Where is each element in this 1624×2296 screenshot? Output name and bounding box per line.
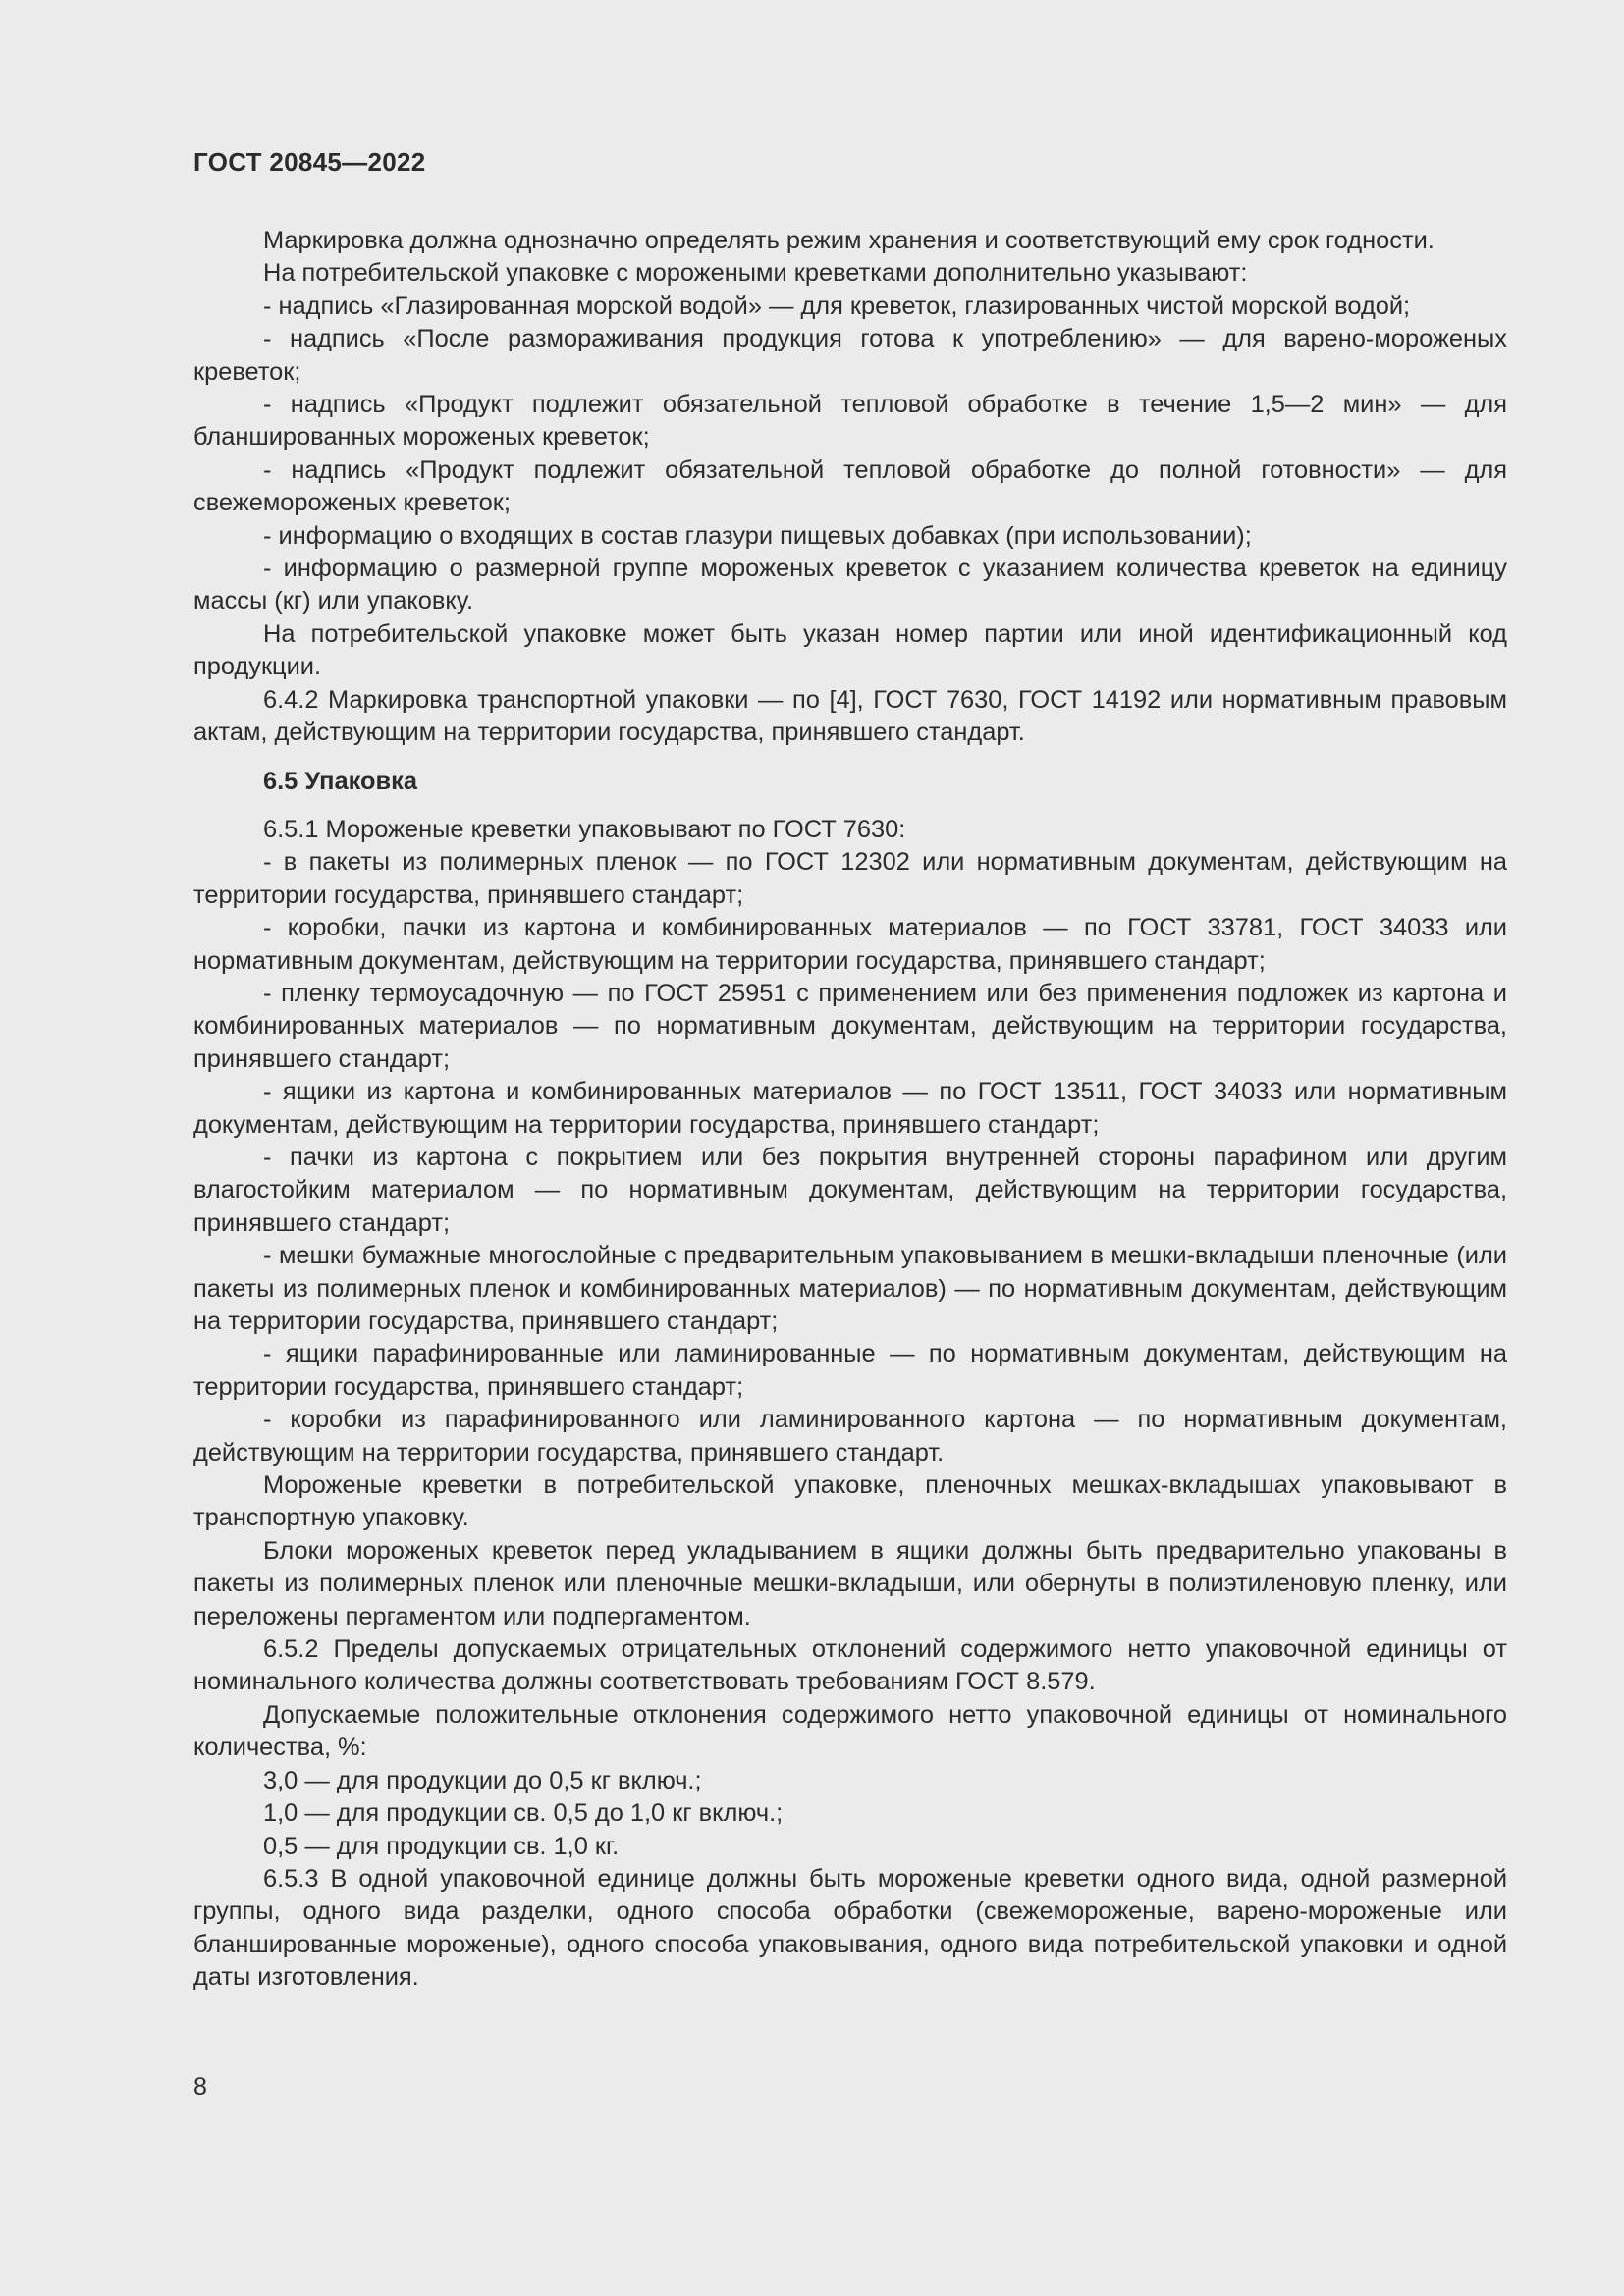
list-item: - ящики из картона и комбинированных материалов — по ГОСТ 13511, ГОСТ 34033 или нормативным документам, действующим на территории государства, принявшего стандарт; bbox=[193, 1078, 1507, 1139]
paragraph: 6.5.1 Мороженые креветки упаковывают по ГОСТ 7630: bbox=[263, 815, 906, 843]
section-heading: 6.5 Упаковка bbox=[263, 767, 417, 795]
paragraph: Блоки мороженых креветок перед укладыванием в ящики должны быть предварительно упакованы в пакеты из полимерных пленок или пленочные мешки-вкладыши, или обернуты в полиэтиленовую пленку, или переложены пергаментом или подпергаментом. bbox=[193, 1536, 1507, 1630]
list-item: - информацию о входящих в состав глазури пищевых добавках (при использовании); bbox=[263, 521, 1252, 550]
list-item: - надпись «Продукт подлежит обязательной тепловой обработке до полной готовности» — для свежемороженых креветок; bbox=[193, 455, 1507, 517]
paragraph: Мороженые креветки в потребительской упаковке, пленочных мешках-вкладышах упаковывают в транспортную упаковку. bbox=[193, 1471, 1507, 1532]
paragraph: Допускаемые положительные отклонения содержимого нетто упаковочной единицы от номинального количества, %: bbox=[193, 1700, 1507, 1762]
paragraph: 1,0 — для продукции св. 0,5 до 1,0 кг включ.; bbox=[263, 1799, 784, 1828]
list-item: - мешки бумажные многослойные с предварительным упаковыванием в мешки-вкладыши пленочные (или пакеты из полимерных пленок и комбинированных материалов) — по нормативным документам, действующим на территории государства, принявшего стандарт; bbox=[193, 1242, 1507, 1335]
paragraph: 6.4.2 Маркировка транспортной упаковки — по [4], ГОСТ 7630, ГОСТ 14192 или нормативным правовым актам, действующим на территории государства, принявшего стандарт. bbox=[193, 685, 1507, 747]
document-code-header: ГОСТ 20845—2022 bbox=[193, 147, 426, 177]
list-item: - надпись «После размораживания продукция готова к употреблению» — для варено-мороженых креветок; bbox=[193, 325, 1507, 386]
paragraph: На потребительской упаковке с морожеными креветками дополнительно указывают: bbox=[263, 259, 1248, 288]
list-item: - коробки, пачки из картона и комбинированных материалов — по ГОСТ 33781, ГОСТ 34033 или нормативным документам, действующим на территории государства, принявшего стандарт; bbox=[193, 914, 1507, 975]
list-item: - коробки из парафинированного или ламинированного картона — по нормативным документам, действующим на территории государства, принявшего стандарт. bbox=[193, 1406, 1507, 1467]
paragraph: 0,5 — для продукции св. 1,0 кг. bbox=[263, 1832, 620, 1860]
document-body bbox=[193, 225, 1507, 1995]
page-number: 8 bbox=[193, 2073, 207, 2101]
list-item: - пленку термоусадочную — по ГОСТ 25951 с применением или без применения подложек из картона и комбинированных материалов — по нормативным документам, действующим на территории государства, принявшего стандарт; bbox=[193, 979, 1507, 1073]
list-item: - информацию о размерной группе мороженых креветок с указанием количества креветок на единицу массы (кг) или упаковку. bbox=[193, 555, 1507, 615]
list-item: - ящики парафинированные или ламинированные — по нормативным документам, действующим на территории государства, принявшего стандарт; bbox=[193, 1340, 1507, 1401]
paragraph: На потребительской упаковке может быть указан номер партии или иной идентификационный код продукции. bbox=[193, 619, 1507, 681]
paragraph: Маркировка должна однозначно определять режим хранения и соответствующий ему срок годности. bbox=[263, 227, 1435, 254]
list-item: - в пакеты из полимерных пленок — по ГОСТ 12302 или нормативным документам, действующим на территории государства, принявшего стандарт; bbox=[193, 848, 1507, 909]
list-item: - пачки из картона с покрытием или без покрытия внутренней стороны парафином или другим влагостойким материалом — по нормативным документам, действующим на территории государства, принявшего стандарт; bbox=[193, 1143, 1507, 1237]
paragraph: 3,0 — для продукции до 0,5 кг включ.; bbox=[263, 1766, 702, 1794]
paragraph: 6.5.2 Пределы допускаемых отрицательных отклонений содержимого нетто упаковочной единицы от номинального количества должны соответствовать требованиям ГОСТ 8.579. bbox=[193, 1635, 1507, 1696]
list-item: - надпись «Продукт подлежит обязательной тепловой обработке в течение 1,5—2 мин» — для бланшированных мороженых креветок; bbox=[193, 391, 1507, 452]
paragraph: 6.5.3 В одной упаковочной единице должны быть мороженые креветки одного вида, одной размерной группы, одного вида разделки, одного способа обработки (свежемороженые, варено-мороженые или бланшированные мороженые), одного способа упаковывания, одного вида потребительской упаковки и одной даты изготовления. bbox=[193, 1864, 1507, 1992]
list-item: - надпись «Глазированная морской водой» — для креветок, глазированных чистой морской водой; bbox=[263, 292, 1411, 320]
